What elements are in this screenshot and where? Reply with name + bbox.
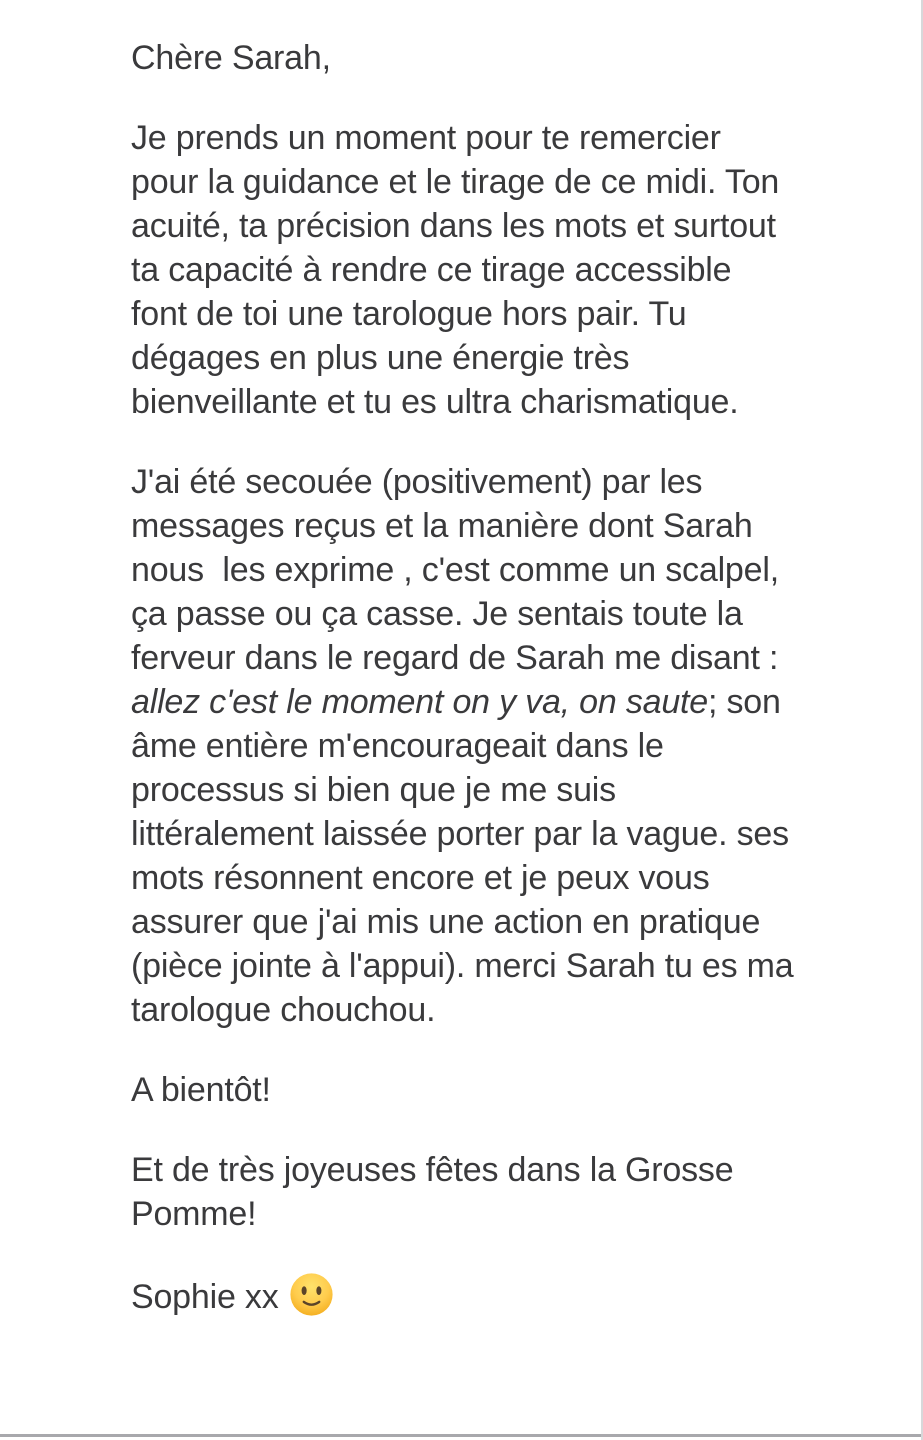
testimonial-text-before: J'ai été secouée (positivement) par les messages reçus et la manière dont Sarah nous les exprime , c'est comme un scalpel, ça passe ou ça casse. Je sentais toute la ferveur dans le regard de Sarah me disant :	[131, 463, 798, 677]
closing-wishes: Et de très joyeuses fêtes dans la Grosse Pomme!	[131, 1151, 734, 1233]
signature-line	[131, 1272, 795, 1328]
bottom-divider	[0, 1434, 923, 1437]
paragraph-testimonial	[131, 460, 803, 1032]
closing-soon: A bientôt!	[131, 1071, 271, 1109]
testimonial-quote-italic: allez c'est le moment on y va, on saute	[131, 683, 708, 721]
greeting: Chère Sarah,	[131, 39, 331, 77]
signature-name: Sophie xx	[131, 1278, 279, 1316]
testimonial-text-after: ; son âme entière m'encourageait dans le processus si bien que je me suis littéralement laissée porter par la vague. ses mots résonnent encore et je peux vous assurer que j'ai mis une action en pratique (pièce jointe à l'appui). merci Sarah tu es ma tarologue chouchou.	[131, 683, 803, 1029]
slightly-smiling-face-emoji	[289, 1272, 334, 1328]
paragraph-thanks: Je prends un moment pour te remercier pour la guidance et le tirage de ce midi. Ton acuité, ta précision dans les mots et surtout ta capacité à rendre ce tirage accessible font de toi une tarologue hors pair. Tu dégages en plus une énergie très bienveillante et tu es ultra charismatique.	[131, 119, 780, 421]
